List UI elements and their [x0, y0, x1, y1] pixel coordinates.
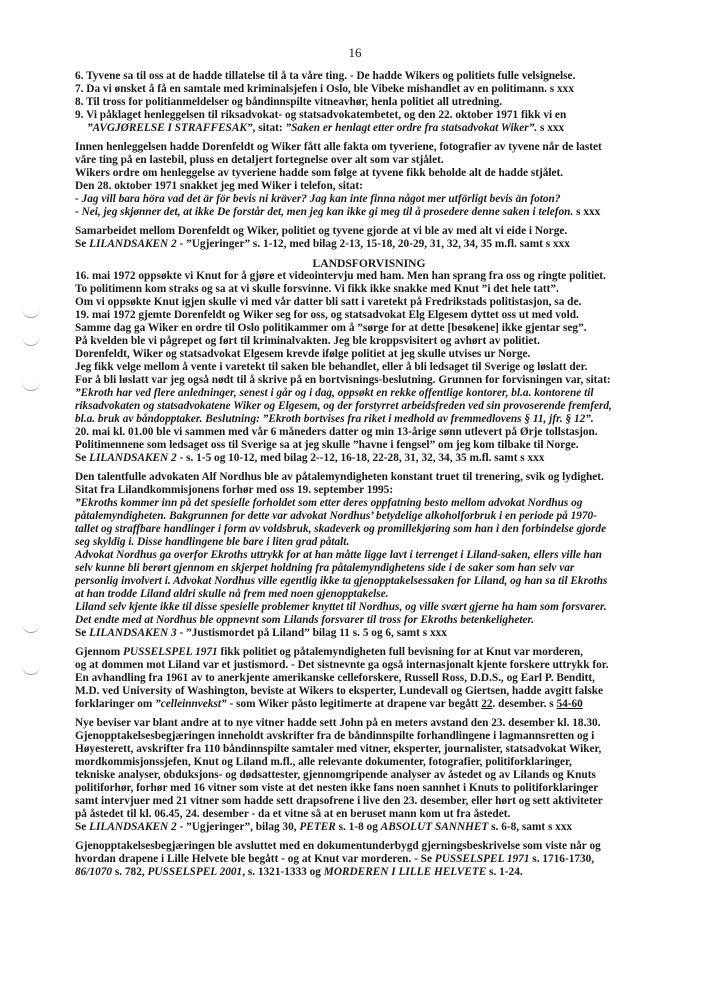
quote-line: bl.a. bruk av båndopptaker. Beslutning: ”Ekroth bortvises fra riket i medhold av fremmedlovens § 11, jfr. § 12”.	[75, 413, 594, 425]
document-body	[75, 70, 663, 885]
text-line: og at dommen mot Liland var et justismord. - Det sistnevnte ga også internasjonalt kjente forskere uttrykk for.	[75, 659, 609, 671]
text-line: 16. mai 1972 oppsøkte vi Knut for å gjøre et videointervju med ham. Men han sprang fra oss og ringte politiet.	[75, 270, 606, 282]
quote: ”Saken er henlagt etter ordre fra statsadvokat Wiker”.	[285, 122, 538, 134]
quote-line: Liland selv kjente ikke til disse spesielle problemer knyttet til Nordhus, og ville svært gjerne ha ham som forsvarer.	[75, 601, 607, 613]
text-line: Nye beviser var blant andre at to nye vitner hadde sett John på en meters avstand den 23. desember kl. 18.30.	[75, 717, 601, 729]
quote: ”AVGJØRELSE I STRAFFESAK”	[87, 122, 253, 134]
text-line: For å bli løslatt var jeg også nødt til å skrive på en bortvisnings-beslutning. Grunnen for forvisningen var, sitat:	[75, 374, 611, 386]
text-line: Høyesterett, avskrifter fra 110 båndinnspilte samtaler med vitner, eksperter, journalister, statsadvokat Wiker,	[75, 743, 602, 755]
text-line: hvordan drapene i Lille Helvete ble begått - og at Knut var morderen. - Se PUSSELSPEL 1971 s. 1716-1730,	[75, 853, 595, 865]
reference-title: 86/1070	[75, 866, 113, 878]
text-line: Innen henleggelsen hadde Dorenfeldt og Wiker fått alle fakta om tyveriene, fotografier av tyvene når de lastet	[75, 141, 602, 153]
reference-title: ABSOLUT SANNHET	[380, 821, 489, 833]
scan-mark	[22, 620, 40, 633]
text-line: Dorenfeldt, Wiker og statsadvokat Elgesem krevde ifølge politiet at jeg skulle utvises ur Norge.	[75, 348, 531, 360]
quote-line: - Nei, jeg skjønner det, at ikke De forstår det, men jeg kan ikke gi meg til å prosedere denne saken i telefon. s xxx	[75, 206, 601, 218]
reference-title: PETER	[299, 821, 336, 833]
quote-line: at han trodde Liland aldri skulle nå frem med noen gjenopptakelse.	[75, 588, 389, 600]
reference-title: PUSSELSPEL 1971	[123, 646, 218, 658]
scan-mark	[22, 378, 40, 391]
page-reference-link: 54-60	[556, 698, 583, 710]
text-line: Jeg fikk velge mellom å vente i varetekt til saken ble behandlet, eller å bli ledsaget til Sverige og løslatt der.	[75, 361, 588, 373]
text-line: politiforhør, forhør med 16 vitner som viste at det nesten ikke fans noen sannhet i Knuts to politiforklaringer	[75, 782, 599, 794]
list-item: 7. Da vi ønsket å få en samtale med kriminalsjefen i Oslo, ble Vibeke mishandlet av en politimann. s xxx	[75, 83, 574, 95]
text-line: på åstedet til kl. 06.45, 24. desember - da et vitne så at en beruset mann kom ut fra åstedet.	[75, 808, 511, 820]
text-line: To politimenn kom straks og sa at vi skulle forsvinne. Vi fikk ikke snakke med Knut ”i det hele tatt”.	[75, 283, 559, 295]
reference-title: LILANDSAKEN 2	[89, 452, 177, 464]
list-item: 6. Tyvene sa til oss at de hadde tillatelse til å ta våre ting. - De hadde Wikers og politiets fulle velsignelse.	[75, 70, 576, 82]
text-line: Sitat fra Lilandkommisjonens forhør med oss 19. september 1995:	[75, 484, 394, 496]
text-line: 86/1070 s. 782, PUSSELSPEL 2001, s. 1321-1333 og MORDEREN I LILLE HELVETE s. 1-24.	[75, 866, 523, 878]
text-line: mordkommisjonssjefen, Knut og Liland m.fl., alle relevante dokumenter, fotografier, politiforklaringer,	[75, 756, 572, 768]
scan-mark	[22, 662, 40, 675]
reference-title: LILANDSAKEN 2	[89, 238, 177, 250]
quote-line: ”Ekroths kommer inn på det spesielle forholdet som etter deres oppfatning besto mellom advokat Nordhus og	[75, 497, 583, 509]
list-item: 8. Til tross for politianmeldelser og båndinnspilte vitneavhør, henla politiet all utredning.	[75, 96, 503, 108]
text-line: På kvelden ble vi pågrepet og ført til kriminalvakten. Jeg ble kroppsvisitert og avhørt av politiet.	[75, 335, 540, 347]
quote-line: seg skyldig i. Disse handlingene ble bare i liten grad påtalt.	[75, 536, 350, 548]
paragraph	[75, 717, 663, 834]
text-line: Om vi oppsøkte Knut igjen skulle vi med vår datter bli satt i varetekt på Fredrikstads politistasjon, sa de.	[75, 296, 582, 308]
reference-title: LILANDSAKEN 2	[89, 821, 177, 833]
text-line: Gjenopptakelsesbegjæringen inneholdt avskrifter fra de båndinnspilte forhandlingene i lagmannsretten og i	[75, 730, 595, 742]
text-line: våre ting på en lastebil, pluss en detaljert fortegnelse over alt som var stjålet.	[75, 154, 444, 166]
paragraph	[75, 840, 663, 879]
section-heading: LANDSFORVISNING	[312, 257, 426, 270]
reference-line: Se LILANDSAKEN 3 - ”Justismordet på Liland” bilag 11 s. 5 og 6, samt s xxx	[75, 627, 447, 639]
text-line: Den talentfulle advokaten Alf Nordhus ble av påtalemyndigheten konstant truet til trenering, svik og lydighet.	[75, 471, 604, 483]
quote-line: påtalemyndigheten. Bakgrunnen for dette var advokat Nordhus’ betydelige alkoholforbruk i en periode på 1970-	[75, 510, 597, 522]
quote-line: tallet og straffbare handlinger i form av voldsbruk, skadeverk og promillekjøring som han i den forbindelse gjorde	[75, 523, 607, 535]
quote-line: Advokat Nordhus ga overfor Ekroths uttrykk for at han måtte ligge lavt i terrenget i Liland-saken, ellers ville han	[75, 549, 602, 561]
page-number: 16	[348, 45, 362, 60]
scan-mark	[22, 305, 40, 318]
numbered-list	[75, 70, 663, 135]
quote-line: - Jag vill bara höra vad det är för bevis ni kräver? Jag kan inte finna något mer utförligt bevis än foton?	[75, 193, 561, 205]
quote-line: ”Ekroth har ved flere anledninger, senest i går og i dag, oppsøkt en rekke offentlige kontorer, bl.a. kontorene til	[75, 387, 594, 399]
text-line: Samme dag ga Wiker en ordre til Oslo politikammer om å ”sørge for at dette [besøkene] ikke gjentar seg”.	[75, 322, 587, 334]
reference-title: LILANDSAKEN 3	[89, 627, 177, 639]
text-line: M.D. ved University of Washington, beviste at Wikers to eksperter, Lundevall og Giertsen, hadde avgitt falske	[75, 685, 604, 697]
text-line: 19. mai 1972 gjemte Dorenfeldt og Wiker seg for oss, og statsadvokat Elg Elgesem dyttet oss ut med vold.	[75, 309, 579, 321]
text-line: Politimennene som ledsaget oss til Sverige sa at jeg skulle ”havne i fengsel” om jeg kom tilbake til Norge.	[75, 439, 579, 451]
reference-line: Se LILANDSAKEN 2 - s. 1-5 og 10-12, med bilag 2--12, 16-18, 22-28, 31, 32, 34, 35 m.fl. samt s xxx	[75, 452, 545, 464]
text-line: Wikers ordre om henleggelse av tyveriene hadde som følge at tyvene fikk beholde alt de hadde stjålet.	[75, 167, 564, 179]
list-item-continuation: ”AVGJØRELSE I STRAFFESAK”, sitat: ”Saken er henlagt etter ordre fra statsadvokat Wiker”. s xxx	[87, 122, 565, 134]
reference-line: Se LILANDSAKEN 2 - ”Ugjeringer” s. 1-12, med bilag 2-13, 15-18, 20-29, 31, 32, 34, 35 m.fl. samt s xxx	[75, 238, 570, 250]
paragraph	[75, 141, 663, 219]
text-line: Gjennom PUSSELSPEL 1971 fikk politiet og påtalemyndigheten full bevisning for at Knut var morderen,	[75, 646, 583, 658]
quote-line: selv kunne bli berørt gjennom en skjerpet holdning fra påtalemyndighetens side i de saker som han selv var	[75, 562, 575, 574]
paragraph	[75, 471, 663, 640]
scan-mark	[22, 333, 40, 346]
paragraph	[75, 646, 663, 711]
paragraph	[75, 225, 663, 251]
paragraph	[75, 270, 663, 465]
list-item: 9. Vi påklaget henleggelsen til riksadvokat- og statsadvokatembetet, og den 22. oktober 1971 fikk vi en	[75, 109, 567, 121]
reference-title: PUSSELSPEL 2001	[147, 866, 243, 878]
text-line: 20. mai kl. 01.00 ble vi sammen med vår 6 måneders datter og min 13-årige sønn utlevert på Ørje tollstasjon.	[75, 426, 598, 438]
text-line: Samarbeidet mellom Dorenfeldt og Wiker, politiet og tyvene gjorde at vi ble av med alt vi eide i Norge.	[75, 225, 568, 237]
quote-line: personlig involvert i. Advokat Nordhus ville egentlig ikke ta gjenopptakelsessaken for Liland, og han sa til Ekroths	[75, 575, 608, 587]
reference-line: Se LILANDSAKEN 2 - ”Ugjeringer”, bilag 30, PETER s. 1-8 og ABSOLUT SANNHET s. 6-8, samt s xxx	[75, 821, 573, 833]
reference-title: PUSSELSPEL 1971	[434, 853, 530, 865]
quote-line: Det endte med at Nordhus ble oppnevnt som Lilands forsvarer til tross for Ekroths betenkeligheter.	[75, 614, 535, 626]
text-line: tekniske analyser, obduksjons- og dødsattester, gjennomgripende analyser av åstedet og av Lilands og Knuts	[75, 769, 596, 781]
text-line: En avhandling fra 1961 av to anerkjente amerikanske celleforskere, Russell Ross, D.D.S., og Earl P. Benditt,	[75, 672, 595, 684]
reference-title: MORDEREN I LILLE HELVETE	[323, 866, 487, 878]
quote-line: riksadvokaten og statsadvokatene Wiker og Elgesem, og der forstyrret arbeidsfreden ved sin provoserende fremferd,	[75, 400, 612, 412]
text-line: Den 28. oktober 1971 snakket jeg med Wiker i telefon, sitat:	[75, 180, 363, 192]
text-line: samt intervjuer med 21 vitner som hadde sett drapsofrene i live den 23. desember, eller hørt og sett aktiviteter	[75, 795, 603, 807]
text-line: forklaringer om ”celleinnvekst” - som Wiker påsto legitimerte at drapene var begått 22. desember. s 54-60	[75, 698, 583, 710]
text-line: Gjenopptakelsesbegjæringen ble avsluttet med en dokumentunderbygd gjerningsbeskrivelse som viste når og	[75, 840, 601, 852]
